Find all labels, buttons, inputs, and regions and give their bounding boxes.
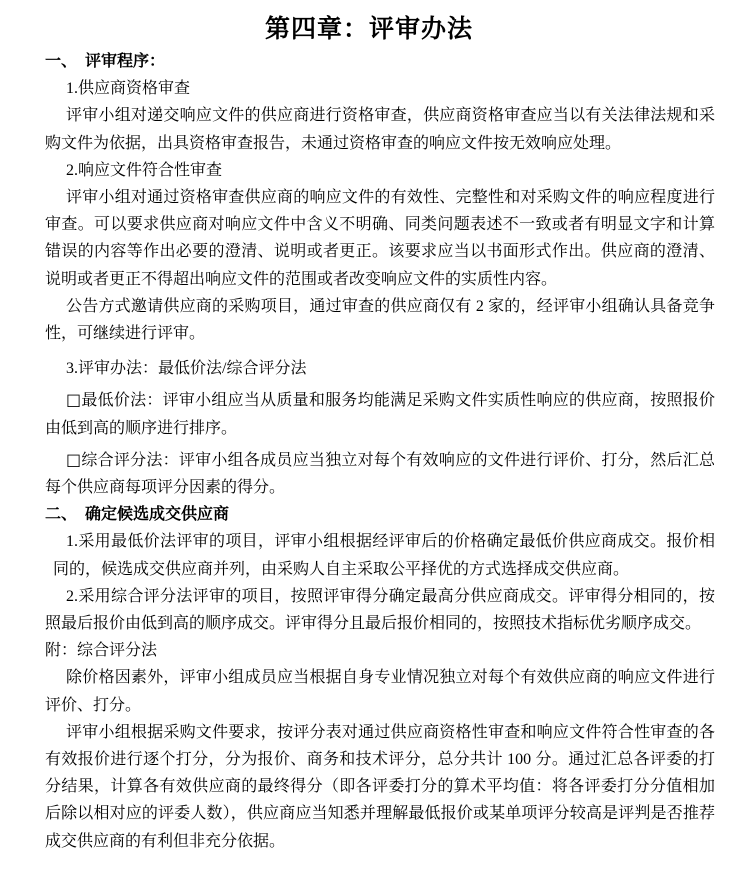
paragraph-conformity-review: 评审小组对通过资格审查供应商的响应文件的有效性、完整性和对采购文件的响应程度进行审查。可以要求供应商对响应文件中含义不明确、同类问题表述不一致或者有明显文字和计算错误的内容等作出必要的澄清、说明或者更正。该要求应当以书面形式作出。供应商的澄清、说明或者更正不得超出响应文件的范围或者改变响应文件的实质性内容。 [45, 189, 715, 288]
option-lowest-price-method [45, 386, 715, 441]
checkbox-unchecked-icon: □ [66, 449, 82, 469]
option-comprehensive-scoring-text: 综合评分法：评审小组各成员应当独立对每个有效响应的文件进行评价、打分，然后汇总每个供应商每项评分因素的得分。 [45, 451, 715, 497]
section-1-heading [45, 48, 715, 75]
section-1-heading-text: 评审程序： [85, 53, 166, 70]
checkbox-unchecked-icon: □ [66, 390, 82, 410]
chapter-title: 第四章：评审办法 [264, 15, 473, 43]
option-lowest-price-text: 最低价法：评审小组应当从质量和服务均能满足采购文件实质性响应的供应商，按照报价由低到高的顺序进行排序。 [45, 392, 715, 437]
section-1-number: 一、 [45, 53, 78, 70]
paragraph-two-suppliers-competition: 公告方式邀请供应商的采购项目，通过审查的供应商仅有 2 家的，经评审小组确认具备竞争性，可继续进行评审。 [45, 297, 715, 343]
paragraph-independent-scoring: 除价格因素外，评审小组成员应当根据自身专业情况独立对每个有效供应商的响应文件进行评价、打分。 [45, 669, 715, 714]
list-item-lowest-price-award: 1.采用最低价法评审的项目，评审小组根据经评审后的价格确定最低价供应商成交。报价相同的，候选成交供应商并列，由采购人自主采取公平择优的方式选择成交供应商。 [53, 533, 715, 578]
option-comprehensive-scoring-method [45, 446, 715, 501]
list-item-supplier-qualification-review: 1.供应商资格审查 [66, 80, 191, 98]
section-2-heading-text: 确定候选成交供应商 [85, 506, 230, 524]
attachment-label: 附：综合评分法 [45, 642, 158, 660]
list-item-response-conformity-review: 2.响应文件符合性审查 [66, 161, 223, 179]
paragraph-scoring-table-rules: 评审小组根据采购文件要求，按评分表对通过供应商资格性审查和响应文件符合性审查的各有效报价进行逐个打分，分为报价、商务和技术评分，总分共计 100 分。通过汇总各评委的打分结果，计算各有效供应商的最终得分（即各评委打分的算术平均值：将各评委打分分值相加后除以相对应的评委人数），供应商应当知悉并理解最低报价或某单项评分较高是评判是否推荐成交供应商的有利但非充分依据。 [45, 723, 715, 850]
paragraph-qualification-review: 评审小组对递交响应文件的供应商进行资格审查，供应商资格审查应当以有关法律法规和采购文件为依据，出具资格审查报告，未通过资格审查的响应文件按无效响应处理。 [45, 107, 715, 152]
section-2-number: 二、 [45, 506, 78, 524]
section-2-heading [45, 501, 715, 528]
list-item-highest-score-award: 2.采用综合评分法评审的项目，按照评审得分确定最高分供应商成交。评审得分相同的，按照最后报价由低到高的顺序成交。评审得分且最后报价相同的，按照技术指标优劣顺序成交。 [45, 587, 715, 633]
list-item-evaluation-methods: 3.评审办法：最低价法/综合评分法 [66, 360, 307, 378]
